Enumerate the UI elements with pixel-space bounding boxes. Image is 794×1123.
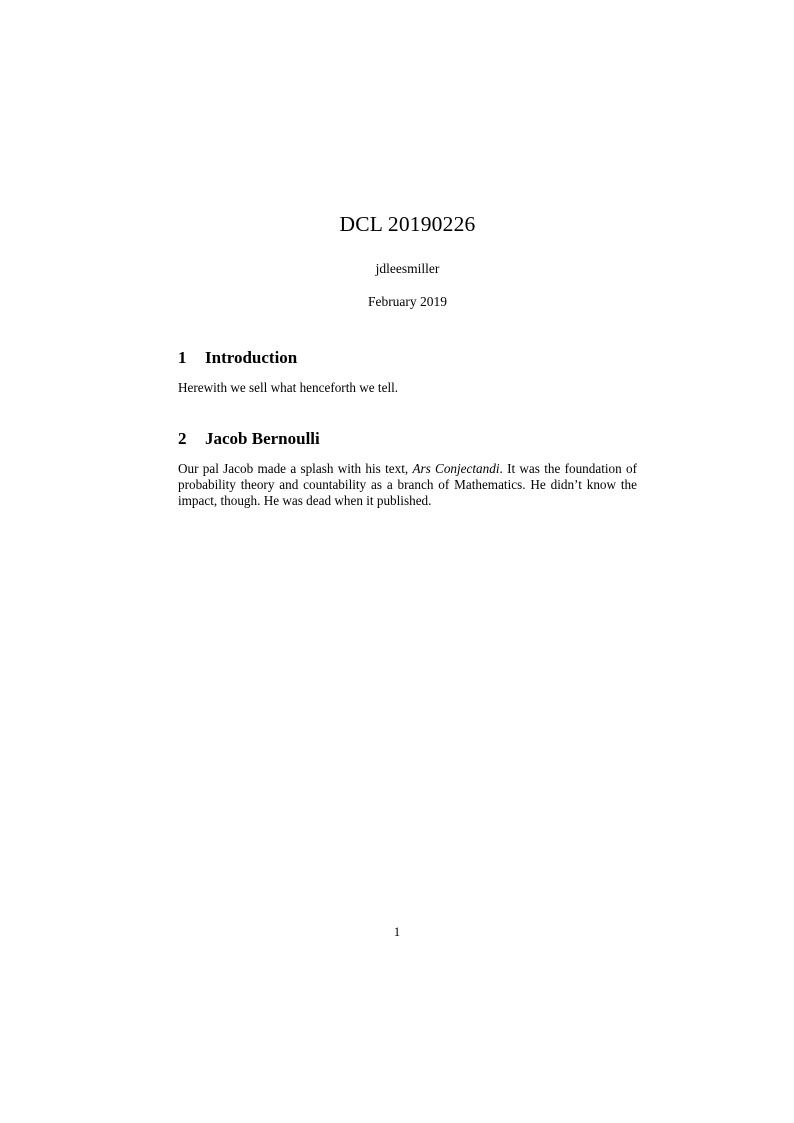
section-paragraph: Herewith we sell what henceforth we tell.: [178, 380, 399, 395]
section-introduction: [178, 348, 637, 396]
section-heading-jacob-bernoulli: [178, 429, 637, 449]
paragraph-text-lead: Our pal Jacob made a splash with his text,: [178, 461, 413, 477]
section-number: 1: [178, 348, 187, 367]
section-heading-introduction: [178, 348, 637, 368]
section-jacob-bernoulli: [178, 429, 637, 509]
document-author: jdleesmiller: [375, 261, 440, 276]
book-title-italic: Ars Conjectandi: [412, 461, 500, 477]
section-number: 2: [178, 429, 187, 449]
section-paragraph: [178, 461, 637, 509]
paragraph-text-tail: . It was the foundation of probability theory and countability as a branch of Mathematics. He didn’t know the impact, though. He was dead when it published.: [178, 461, 637, 509]
section-title: Introduction: [205, 348, 298, 367]
document-date: February 2019: [367, 294, 448, 309]
page-title: DCL 20190226: [339, 212, 476, 236]
section-title: Jacob Bernoulli: [205, 429, 320, 449]
page-number: 1: [393, 925, 401, 939]
document-body: [178, 0, 637, 509]
